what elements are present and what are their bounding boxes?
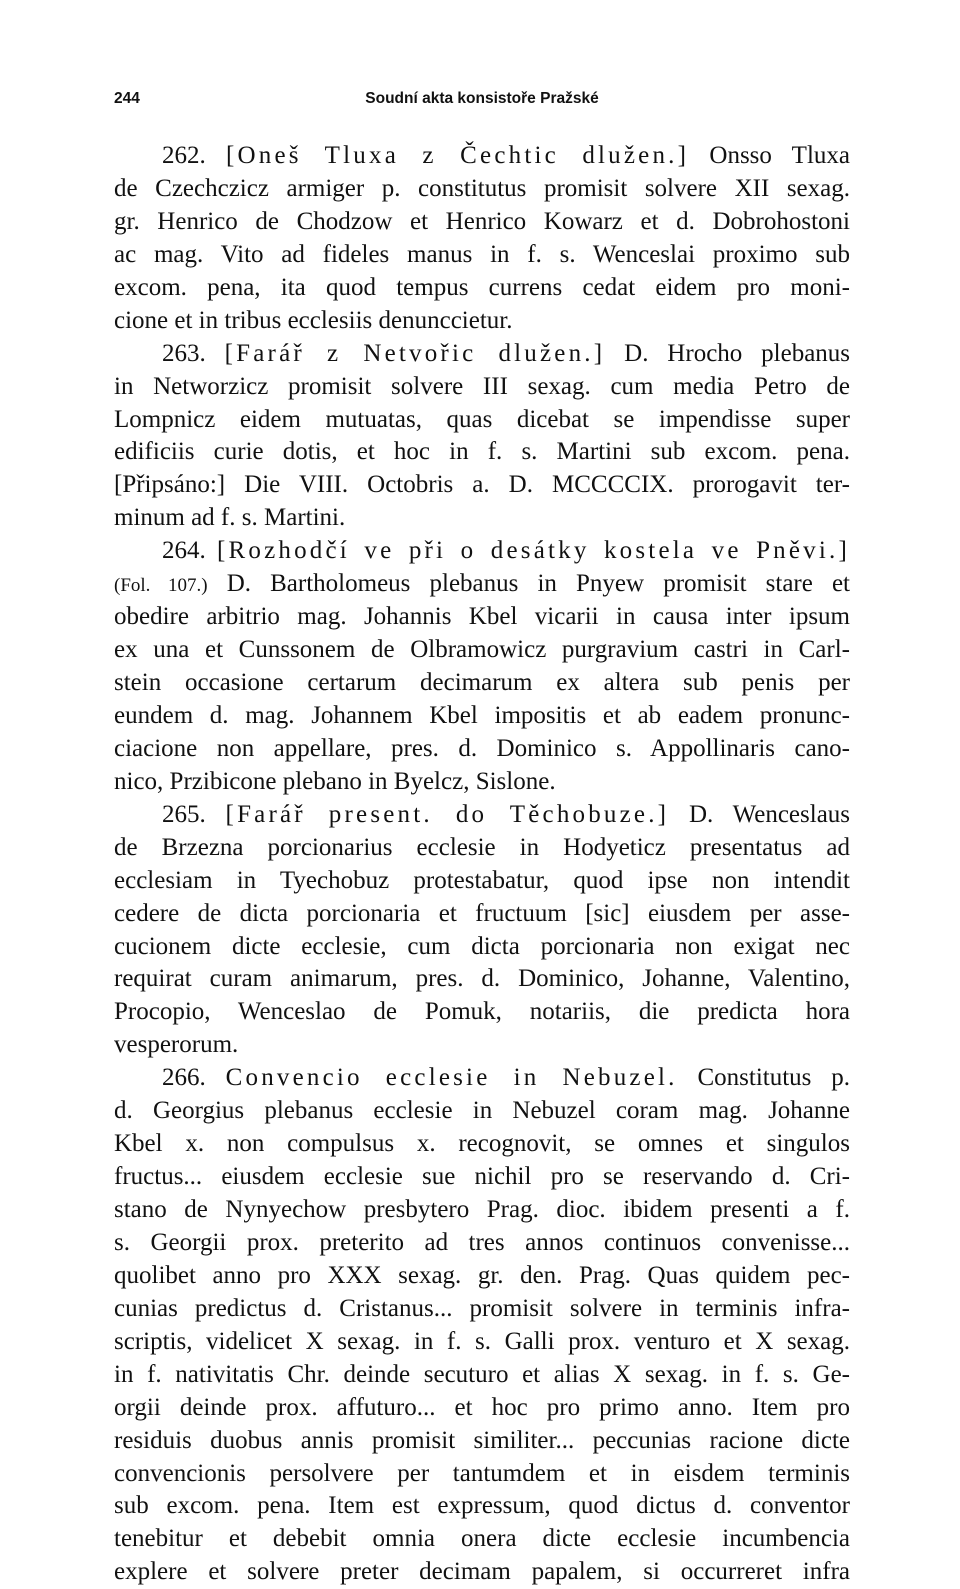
text-line: ciacione non appellare, pres. d. Dominico s. Appollinaris cano- bbox=[114, 734, 850, 762]
entry-heading: [Farář present. do Těchobuze.] bbox=[225, 800, 670, 828]
entry-number: 265. bbox=[162, 800, 206, 828]
text-line: [Připsáno:] Die VIII. Octobris a. D. MCCCCIX. prorogavit ter- bbox=[114, 471, 850, 499]
text-line: sub excom. pena. Item est expressum, quod dictus d. conventor bbox=[114, 1492, 850, 1520]
text-line: scriptis, videlicet X sexag. in f. s. Galli prox. venturo et X sexag. bbox=[114, 1327, 850, 1355]
entry-number: 263. bbox=[162, 339, 206, 367]
text-line: Lompnicz eidem mutuatas, quas dicebat se impendisse super bbox=[114, 405, 850, 433]
text-line: ecclesiam in Tyechobuz protestabatur, quod ipse non intendit bbox=[114, 866, 850, 894]
running-header bbox=[114, 88, 850, 110]
text-line: cedere de dicta porcionaria et fructuum [sic] eiusdem per asse- bbox=[114, 899, 850, 927]
text-line: orgii deinde prox. affuturo... et hoc pro primo anno. Item pro bbox=[114, 1393, 850, 1421]
entry-heading: [Farář z Netvořic dlužen.] bbox=[224, 339, 606, 367]
entry-heading: [Oneš Tluxa z Čechtic dlužen.] bbox=[225, 142, 690, 169]
entry-text: D. Bartholomeus plebanus in Pnyew promisit stare et bbox=[226, 570, 850, 598]
text-line: requirat curam animarum, pres. d. Dominico, Johanne, Valentino, bbox=[114, 965, 850, 993]
text-line: in Networzicz promisit solvere III sexag. cum media Petro de bbox=[114, 372, 850, 400]
text-line: nico, Przibicone plebano in Byelcz, Sislone. bbox=[114, 767, 556, 795]
text-line: eundem d. mag. Johannem Kbel impositis et ab eadem pronunc- bbox=[114, 701, 850, 729]
text-line: tenebitur et debebit omnia onera dicte ecclesie incumbencia bbox=[114, 1525, 850, 1553]
entry-heading: Convencio ecclesie in Nebuzel. bbox=[225, 1064, 678, 1092]
text-line: in f. nativitatis Chr. deinde secuturo et alias X sexag. in f. s. Ge- bbox=[114, 1360, 850, 1388]
text-line: Kbel x. non compulsus x. recognovit, se omnes et singulos bbox=[114, 1130, 850, 1158]
text-line: residuis duobus annis promisit similiter... peccunias racione dicte bbox=[114, 1426, 850, 1454]
entry-text: Constitutus p. bbox=[697, 1064, 851, 1092]
page-number: 244 bbox=[114, 90, 140, 107]
text-line: ac mag. Vito ad fideles manus in f. s. Wenceslai proximo sub bbox=[114, 240, 850, 268]
text-line: explere et solvere preter decimam papalem, si occurreret infra bbox=[114, 1558, 850, 1586]
text-line: gr. Henrico de Chodzow et Henrico Kowarz et d. Dobrohostoni bbox=[114, 207, 850, 235]
text-line: d. Georgius plebanus ecclesie in Nebuzel coram mag. Johanne bbox=[114, 1097, 850, 1125]
entry-text: D. Wenceslaus bbox=[689, 800, 851, 828]
running-title: Soudní akta konsistoře Pražské bbox=[365, 90, 599, 107]
entry-265-first-line bbox=[114, 799, 850, 832]
body-text bbox=[114, 140, 850, 1589]
text-line: obedire arbitrio mag. Johannis Kbel vicarii in causa inter ipsum bbox=[114, 603, 850, 631]
text-line: ex una et Cunssonem de Olbramowicz purgravium castri in Carl- bbox=[114, 636, 850, 664]
entry-number: 266. bbox=[162, 1064, 206, 1092]
entry-264-second-line bbox=[114, 568, 850, 601]
entry-heading: [Rozhodčí ve při o desátky kostela ve Pněvi.] bbox=[217, 537, 850, 565]
text-line: de Brzezna porcionarius ecclesie in Hodyeticz presentatus ad bbox=[114, 833, 850, 861]
text-line: cione et in tribus ecclesiis denunccietur. bbox=[114, 306, 513, 334]
text-line: edificiis curie dotis, et hoc in f. s. Martini sub excom. pena. bbox=[114, 438, 850, 466]
text-line: stein occasione certarum decimarum ex altera sub penis per bbox=[114, 669, 850, 696]
text-line: minum ad f. s. Martini. bbox=[114, 504, 346, 532]
entry-262-first-line bbox=[114, 140, 850, 173]
folio-marker: (Fol. 107.) bbox=[114, 575, 208, 597]
text-line: fructus... eiusdem ecclesie sue nichil pro se reservando d. Cri- bbox=[114, 1163, 850, 1191]
text-line: cucionem dicte ecclesie, cum dicta porcionaria non exigat nec bbox=[114, 932, 850, 960]
text-line: cunias predictus d. Cristanus... promisit solvere in terminis infra- bbox=[114, 1294, 850, 1322]
text-line: de Czechczicz armiger p. constitutus promisit solvere XII sexag. bbox=[114, 174, 850, 202]
entry-text: Onsso Tluxa bbox=[709, 142, 850, 169]
text-line: excom. pena, ita quod tempus currens cedat eidem pro moni- bbox=[114, 273, 850, 301]
entry-264-first-line bbox=[114, 535, 850, 568]
text-line: stano de Nynyechow presbytero Prag. dioc. ibidem presenti a f. bbox=[114, 1196, 850, 1223]
entry-263-first-line bbox=[114, 338, 850, 371]
text-line: convencionis persolvere per tantumdem et in eisdem terminis bbox=[114, 1459, 850, 1487]
text-line: Procopio, Wenceslao de Pomuk, notariis, die predicta hora bbox=[114, 998, 850, 1026]
entry-number: 264. bbox=[162, 537, 206, 565]
text-line: vesperorum. bbox=[114, 1031, 239, 1059]
text-line: s. Georgii prox. preterito ad tres annos continuos convenisse... bbox=[114, 1228, 850, 1256]
entry-266-first-line bbox=[114, 1062, 850, 1095]
entry-text: D. Hrocho plebanus bbox=[624, 339, 851, 367]
text-line: quolibet anno pro XXX sexag. gr. den. Prag. Quas quidem pec- bbox=[114, 1261, 850, 1289]
entry-number: 262. bbox=[162, 142, 206, 169]
